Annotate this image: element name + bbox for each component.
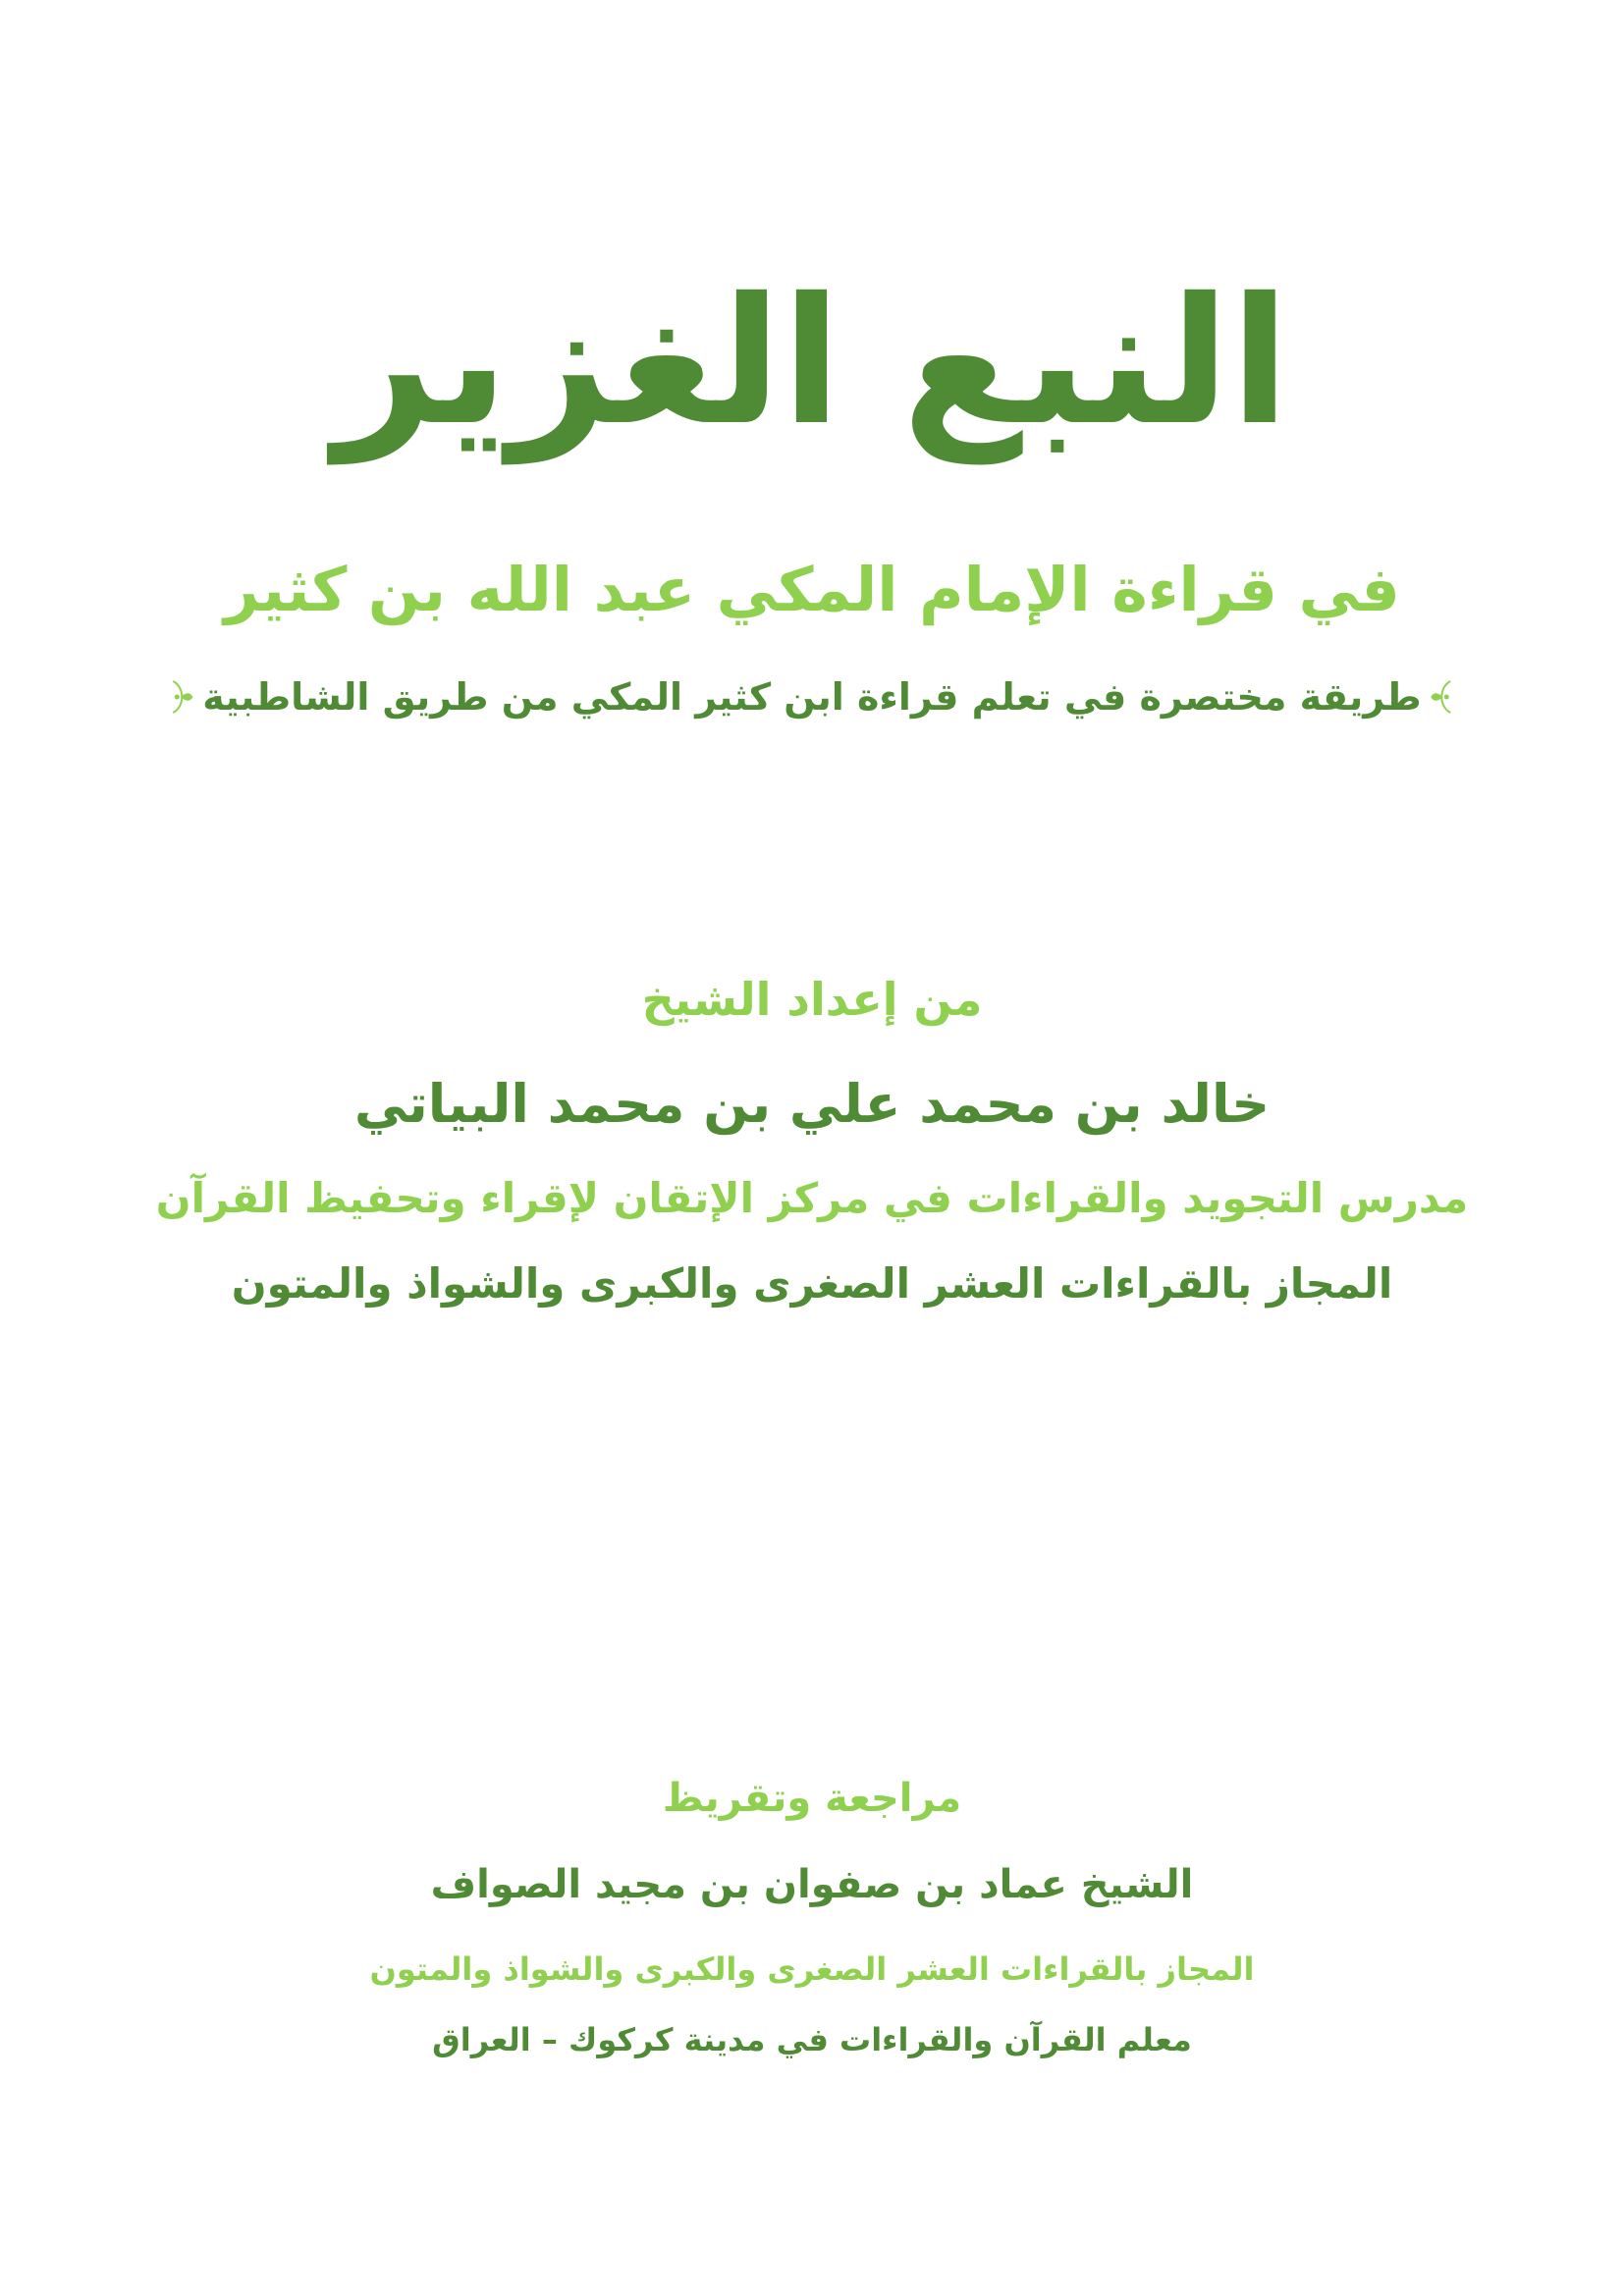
reviewer-role-teacher: معلم القرآن والقراءات في مدينة كركوك – العراق xyxy=(432,2021,1192,2058)
review-label: مراجعة وتقريظ xyxy=(662,1776,962,1821)
author-role-teacher: مدرس التجويد والقراءات في مركز الإتقان لإقراء وتحفيظ القرآن xyxy=(155,1174,1469,1222)
author-name: خالد بن محمد علي بن محمد البياتي xyxy=(353,1073,1271,1135)
author-role-license: المجاز بالقراءات العشر الصغرى والكبرى والشواذ والمتون xyxy=(231,1259,1393,1308)
book-title: النبع الغزير xyxy=(334,260,1290,463)
left-ornament-icon xyxy=(167,677,194,717)
description-text: طريقة مختصرة في تعلم قراءة ابن كثير المكي من طريق الشاطبية xyxy=(202,675,1422,719)
reviewer-role-license: المجاز بالقراءات العشر الصغرى والكبرى والشواذ والمتون xyxy=(369,1950,1255,1988)
reviewer-name: الشيخ عماد بن صفوان بن مجيد الصواف xyxy=(430,1862,1194,1907)
right-ornament-icon xyxy=(1430,677,1457,717)
book-subtitle: في قراءة الإمام المكي عبد الله بن كثير xyxy=(224,554,1400,625)
book-description xyxy=(167,677,1456,717)
prepared-by-label: من إعداد الشيخ xyxy=(641,973,983,1026)
